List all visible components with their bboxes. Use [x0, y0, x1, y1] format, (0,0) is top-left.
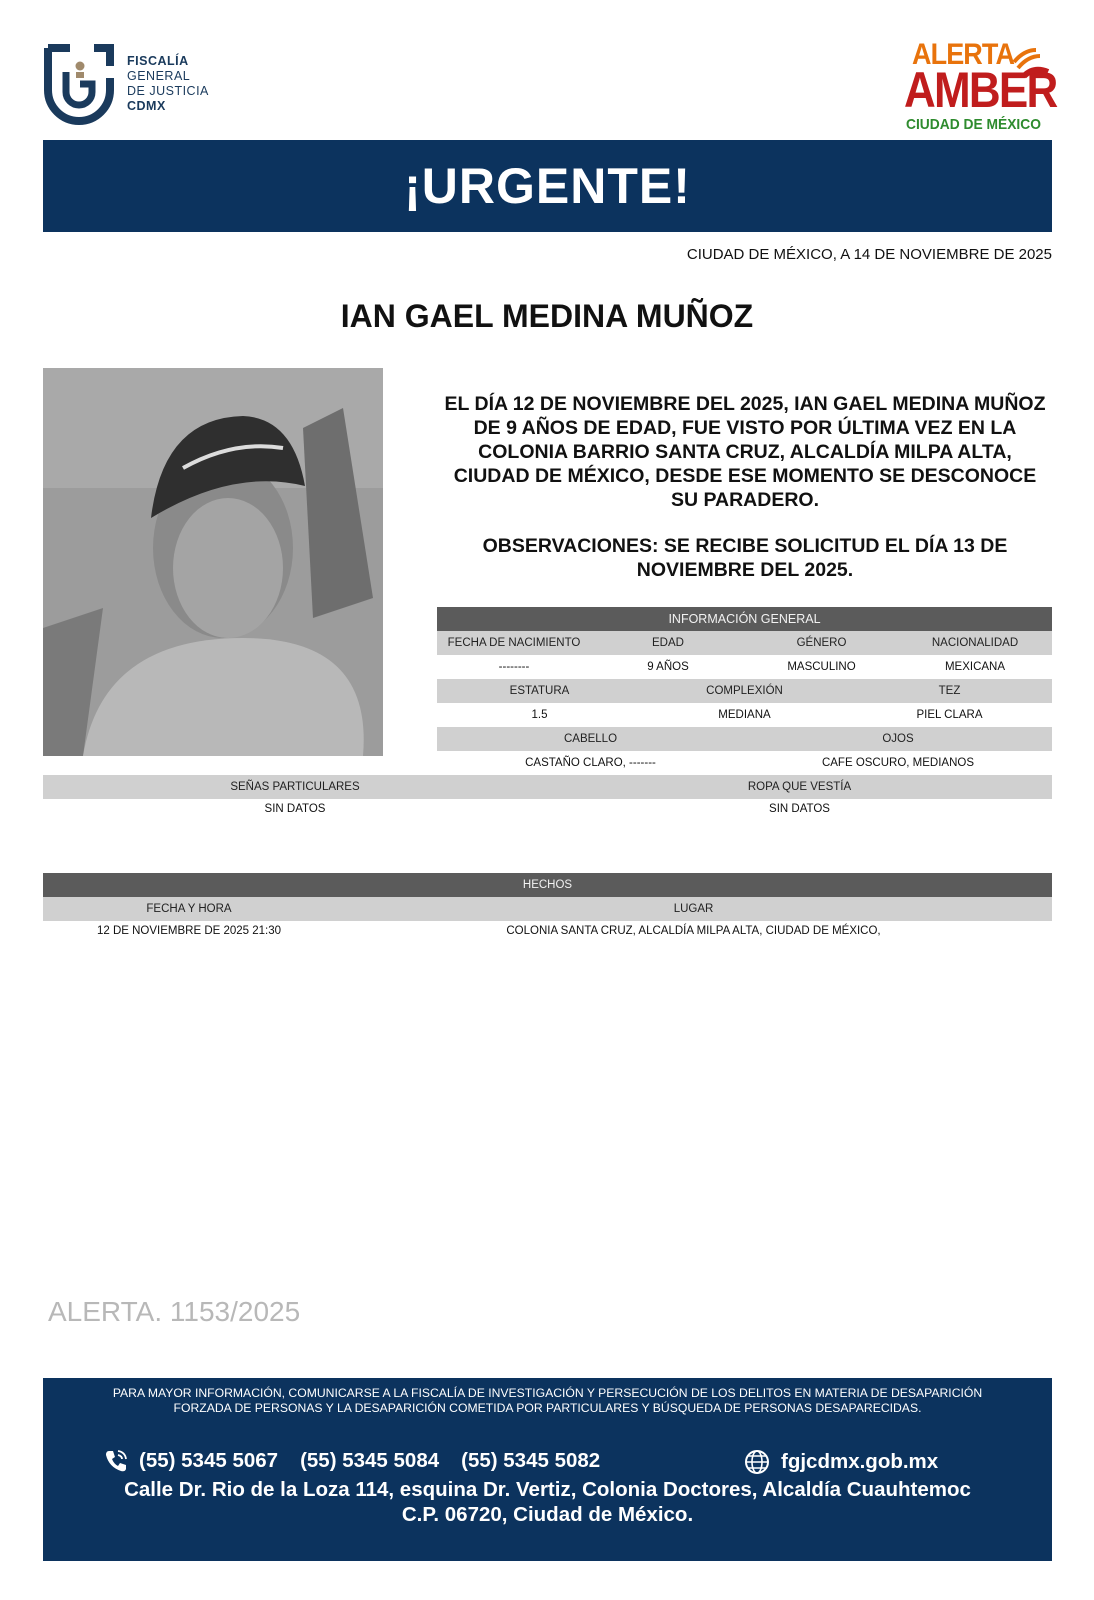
value-clothing: SIN DATOS [769, 803, 830, 815]
header-hair: CABELLO [563, 733, 618, 745]
value-nationality: MEXICANA [944, 661, 1006, 673]
phone-1[interactable]: (55) 5345 5067 [139, 1449, 279, 1472]
value-place: COLONIA SANTA CRUZ, ALCALDÍA MILPA ALTA, CIUDAD DE MÉXICO, [506, 925, 881, 937]
value-build: MEDIANA [718, 709, 771, 721]
urgent-banner: ¡URGENTE! [43, 140, 1052, 232]
header-birthdate: FECHA DE NACIMIENTO [447, 637, 581, 649]
header-height: ESTATURA [509, 685, 570, 697]
globe-icon [743, 1448, 771, 1476]
info-row3-headers [437, 727, 1052, 751]
alert-number: ALERTA. 1153/2025 [48, 1296, 301, 1327]
extra-values-row [43, 799, 1052, 819]
header-complexion: TEZ [938, 685, 961, 697]
footer-info [43, 1386, 1052, 1416]
info-row1-values [437, 655, 1052, 679]
person-photo [43, 368, 383, 756]
value-complexion: PIEL CLARA [916, 709, 983, 721]
address-line-1: Calle Dr. Rio de la Loza 114, esquina Dr. Vertiz, Colonia Doctores, Alcaldía Cuauhtemoc [124, 1478, 971, 1501]
info-row2-headers [437, 679, 1052, 703]
header-date-time: FECHA Y HORA [146, 903, 232, 915]
hechos-values-row [43, 921, 1052, 941]
extra-headers-row [43, 775, 1052, 799]
header-gender: GÉNERO [796, 637, 847, 649]
amber-logo-city: CIUDAD DE MÉXICO [906, 116, 1041, 133]
fgj-logo [44, 44, 114, 126]
phone-2[interactable]: (55) 5345 5084 [300, 1449, 440, 1472]
value-gender: MASCULINO [787, 661, 856, 673]
info-row2-values [437, 703, 1052, 727]
date-line: CIUDAD DE MÉXICO, A 14 DE NOVIEMBRE DE 2025 [686, 246, 1052, 263]
value-hair: CASTAÑO CLARO, ------- [525, 757, 656, 769]
amber-signal-icon [1010, 42, 1050, 82]
header-build: COMPLEXIÓN [706, 685, 783, 697]
phone-3[interactable]: (55) 5345 5082 [461, 1449, 601, 1472]
phone-icon [103, 1448, 129, 1474]
value-age: 9 AÑOS [647, 661, 689, 673]
fgj-line-2: GENERAL [127, 69, 191, 83]
address-line-2: C.P. 06720, Ciudad de México. [401, 1503, 694, 1526]
header-eyes: OJOS [882, 733, 914, 745]
info-row3-values [437, 751, 1052, 775]
fgj-line-1: FISCALÍA [127, 54, 189, 68]
value-distinguishing-marks: SIN DATOS [264, 803, 326, 815]
person-name: IAN GAEL MEDINA MUÑOZ [340, 298, 754, 334]
description-text: EL DÍA 12 DE NOVIEMBRE DEL 2025, IAN GAEL MEDINA MUÑOZ DE 9 AÑOS DE EDAD, FUE VISTO POR ÚLTIMA VEZ EN LA COLONIA BARRIO SANTA CRUZ, ALCALDÍA MILPA ALTA, CIUDAD DE MÉXICO, DESDE ESE MOMENTO SE DESCONOCE SU PARADERO. [444, 393, 1046, 511]
footer-info-line-1: PARA MAYOR INFORMACIÓN, COMUNICARSE A LA FISCALÍA DE INVESTIGACIÓN Y PERSECUCIÓN DE LOS DELITOS EN MATERIA DE DESAPARICIÓN [112, 1386, 983, 1400]
info-row1-headers [437, 631, 1052, 655]
header-place: LUGAR [673, 903, 714, 915]
hechos-title: HECHOS [522, 879, 573, 891]
footer-info-line-2: FORZADA DE PERSONAS Y LA DESAPARICIÓN COMETIDA POR PARTICULARES Y BÚSQUEDA DE PERSONAS DESAPARECIDAS. [173, 1401, 922, 1415]
fgj-wordmark [127, 54, 209, 114]
website [743, 1448, 938, 1476]
observations-text: OBSERVACIONES: SE RECIBE SOLICITUD EL DÍA 13 DE NOVIEMBRE DEL 2025. [482, 535, 1008, 581]
contact-footer [43, 1378, 1052, 1561]
amber-logo-top: ALERTA [912, 38, 1015, 71]
header-age: EDAD [652, 637, 684, 649]
value-date-time: 12 DE NOVIEMBRE DE 2025 21:30 [96, 925, 282, 937]
info-general-title: INFORMACIÓN GENERAL [668, 612, 821, 626]
phone-numbers [103, 1448, 622, 1474]
hechos-title-row [43, 873, 1052, 897]
value-height: 1.5 [531, 709, 548, 721]
header-distinguishing-marks: SEÑAS PARTICULARES [230, 781, 360, 793]
fgj-line-4: CDMX [127, 99, 166, 113]
fgj-line-3: DE JUSTICIA [127, 84, 209, 98]
value-eyes: CAFE OSCURO, MEDIANOS [821, 757, 975, 769]
header-nationality: NACIONALIDAD [931, 637, 1019, 649]
amber-logo-main: AMBER [904, 62, 1057, 118]
header-clothing: ROPA QUE VESTÍA [747, 781, 852, 793]
website-link[interactable]: fgjcdmx.gob.mx [781, 1450, 939, 1473]
info-general-title-row [437, 607, 1052, 631]
value-birthdate: -------- [498, 661, 530, 673]
hechos-headers-row [43, 897, 1052, 921]
